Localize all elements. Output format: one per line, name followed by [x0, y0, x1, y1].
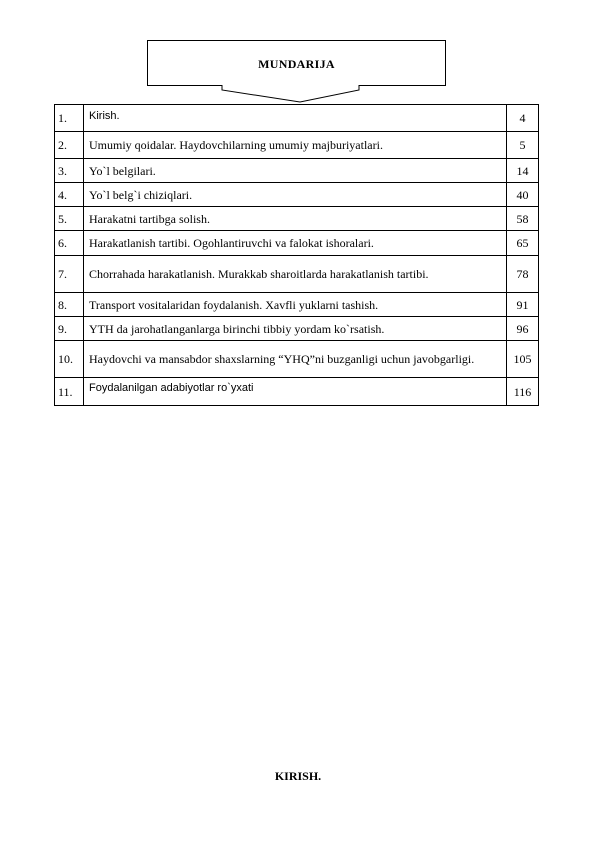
toc-page: 78 — [507, 256, 539, 293]
toc-row — [55, 159, 539, 183]
callout-arrow-shape — [147, 40, 446, 106]
toc-title: Harakatni tartibga solish. — [84, 207, 507, 231]
toc-number: 1. — [55, 105, 84, 132]
toc-title: Chorrahada harakatlanish. Murakkab sharoitlarda harakatlanish tartibi. — [84, 256, 507, 293]
toc-number: 7. — [55, 256, 84, 293]
toc-page: 105 — [507, 341, 539, 378]
toc-page: 65 — [507, 231, 539, 256]
toc-page: 116 — [507, 378, 539, 406]
toc-page: 96 — [507, 317, 539, 341]
toc-page: 5 — [507, 132, 539, 159]
heading-callout — [147, 40, 446, 90]
toc-row — [55, 378, 539, 406]
toc-page: 91 — [507, 293, 539, 317]
toc-number: 9. — [55, 317, 84, 341]
toc-row — [55, 105, 539, 132]
toc-number: 6. — [55, 231, 84, 256]
toc-title: Yo`l belg`i chiziqlari. — [84, 183, 507, 207]
contents-heading: MUNDARIJA — [258, 57, 335, 71]
toc-row — [55, 341, 539, 378]
toc-page: 40 — [507, 183, 539, 207]
toc-number: 11. — [55, 378, 84, 406]
toc-row — [55, 231, 539, 256]
toc-row — [55, 207, 539, 231]
toc-row — [55, 183, 539, 207]
toc-number: 4. — [55, 183, 84, 207]
toc-title: Foydalanilgan adabiyotlar ro`yxati — [84, 378, 507, 406]
section-heading-kirish: KIRISH. — [274, 769, 322, 783]
toc-number: 2. — [55, 132, 84, 159]
toc-title: Kirish. — [84, 105, 507, 132]
toc-row — [55, 317, 539, 341]
toc-number: 10. — [55, 341, 84, 378]
toc-number: 8. — [55, 293, 84, 317]
toc-title: Yo`l belgilari. — [84, 159, 507, 183]
table-of-contents — [54, 104, 539, 406]
toc-page: 4 — [507, 105, 539, 132]
toc-number: 3. — [55, 159, 84, 183]
toc-page: 58 — [507, 207, 539, 231]
toc-number: 5. — [55, 207, 84, 231]
toc-title: YTH da jarohatlanganlarga birinchi tibbiy yordam ko`rsatish. — [84, 317, 507, 341]
toc-row — [55, 256, 539, 293]
toc-title: Haydovchi va mansabdor shaxslarning “YHQ”ni buzganligi uchun javobgarligi. — [84, 341, 507, 378]
toc-title: Harakatlanish tartibi. Ogohlantiruvchi va falokat ishoralari. — [84, 231, 507, 256]
toc-row — [55, 293, 539, 317]
toc-title: Transport vositalaridan foydalanish. Xavfli yuklarni tashish. — [84, 293, 507, 317]
toc-row — [55, 132, 539, 159]
toc-title: Umumiy qoidalar. Haydovchilarning umumiy majburiyatlari. — [84, 132, 507, 159]
toc-page: 14 — [507, 159, 539, 183]
